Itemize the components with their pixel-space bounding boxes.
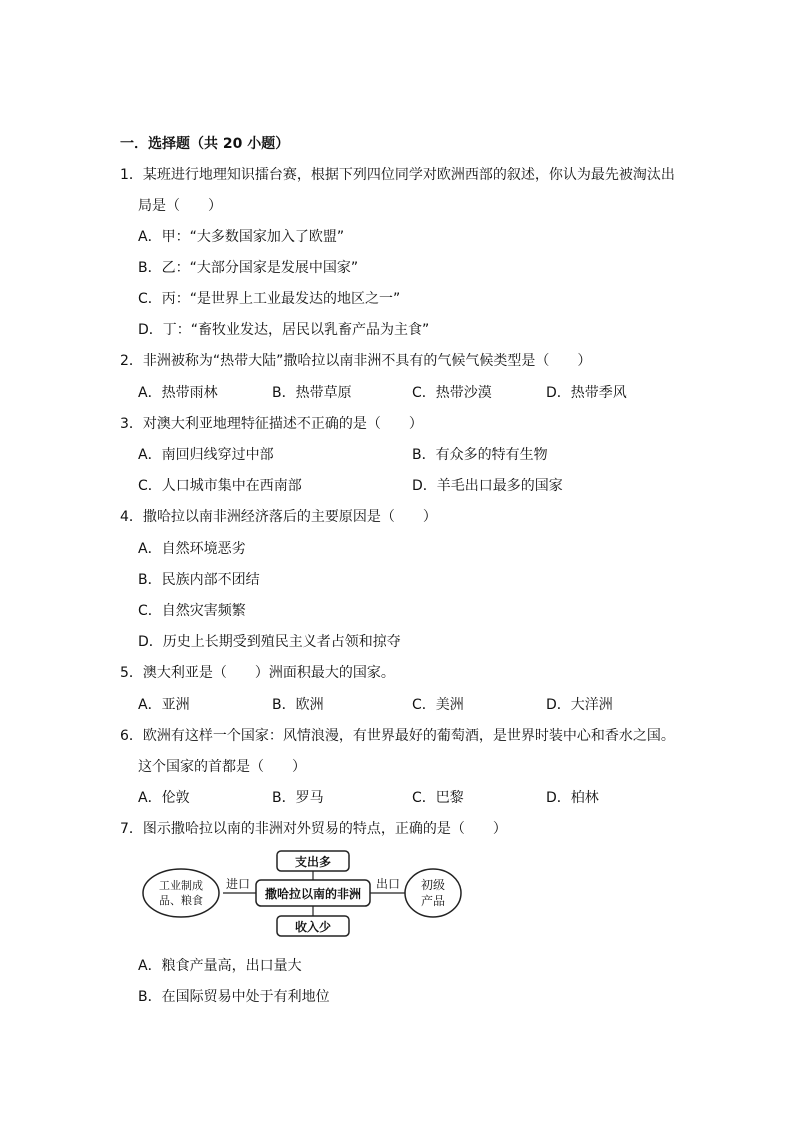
question-3-option-a: A．南回归线穿过中部 — [138, 447, 274, 463]
question-5-stem: 5．澳大利亚是（ ）洲面积最大的国家。 — [120, 665, 395, 681]
question-4-stem: 4．撒哈拉以南非洲经济落后的主要原因是（ ） — [120, 509, 437, 525]
question-5-option-a: A．亚洲 — [138, 697, 190, 713]
question-2-stem: 2．非洲被称为“热带大陆”撒哈拉以南非洲不具有的气候气候类型是（ ） — [120, 353, 592, 369]
question-6-option-a: A．伦敦 — [138, 790, 190, 806]
exports-label-line1: 初级 — [420, 878, 446, 892]
exports-ellipse — [405, 869, 461, 917]
question-7-stem: 7．图示撒哈拉以南的非洲对外贸易的特点，正确的是（ ） — [120, 821, 507, 837]
question-1-option-b: B．乙：“大部分国家是发展中国家” — [138, 260, 359, 276]
question-7-option-b: B．在国际贸易中处于有利地位 — [138, 989, 330, 1005]
question-6-stem-cont: 这个国家的首都是（ ） — [138, 759, 306, 775]
question-7-option-a: A．粮食产量高，出口量大 — [138, 958, 302, 974]
question-2-option-c: C．热带沙漠 — [412, 385, 492, 401]
bottom-label: 收入少 — [294, 920, 332, 934]
question-1-stem: 1．某班进行地理知识擂台赛，根据下列四位同学对欧洲西部的叙述，你认为最先被淘汰出 — [120, 167, 675, 183]
question-4-option-d: D．历史上长期受到殖民主义者占领和掠夺 — [138, 634, 401, 650]
question-4-option-b: B．民族内部不团结 — [138, 572, 260, 588]
question-6-stem: 6．欧洲有这样一个国家：风情浪漫，有世界最好的葡萄酒，是世界时装中心和香水之国。 — [120, 728, 675, 744]
question-5-option-b: B．欧洲 — [272, 697, 324, 713]
question-1-option-c: C．丙：“是世界上工业最发达的地区之一” — [138, 291, 401, 307]
question-3-option-d: D．羊毛出口最多的国家 — [412, 478, 563, 494]
section-title: 一．选择题（共 20 小题） — [120, 136, 290, 152]
imports-ellipse — [143, 869, 219, 917]
question-2-option-a: A．热带雨林 — [138, 385, 218, 401]
question-5-option-d: D．大洋洲 — [546, 697, 613, 713]
imports-label-line2: 品、粮食 — [159, 894, 203, 907]
trade-diagram — [138, 848, 468, 940]
question-2-option-d: D．热带季风 — [546, 385, 627, 401]
exports-label-line2: 产品 — [420, 894, 446, 908]
question-6-option-b: B．罗马 — [272, 790, 324, 806]
import-label: 进口 — [225, 877, 251, 891]
question-4-option-a: A．自然环境恶劣 — [138, 541, 246, 557]
question-1-option-d: D．丁：“畜牧业发达，居民以乳畜产品为主食” — [138, 322, 430, 338]
question-1-option-a: A．甲：“大多数国家加入了欧盟” — [138, 229, 345, 245]
question-4-option-c: C．自然灾害频繁 — [138, 603, 246, 619]
export-label: 出口 — [375, 877, 401, 891]
imports-label-line1: 工业制成 — [159, 879, 203, 892]
question-3-option-c: C．人口城市集中在西南部 — [138, 478, 302, 494]
top-label: 支出多 — [294, 855, 332, 869]
question-2-option-b: B．热带草原 — [272, 385, 352, 401]
question-5-option-c: C．美洲 — [412, 697, 464, 713]
question-3-stem: 3．对澳大利亚地理特征描述不正确的是（ ） — [120, 416, 423, 432]
question-1-stem-cont: 局是（ ） — [138, 198, 222, 214]
question-6-option-d: D．柏林 — [546, 790, 599, 806]
question-3-option-b: B．有众多的特有生物 — [412, 447, 548, 463]
center-label: 撒哈拉以南的非洲 — [264, 887, 362, 901]
question-6-option-c: C．巴黎 — [412, 790, 464, 806]
